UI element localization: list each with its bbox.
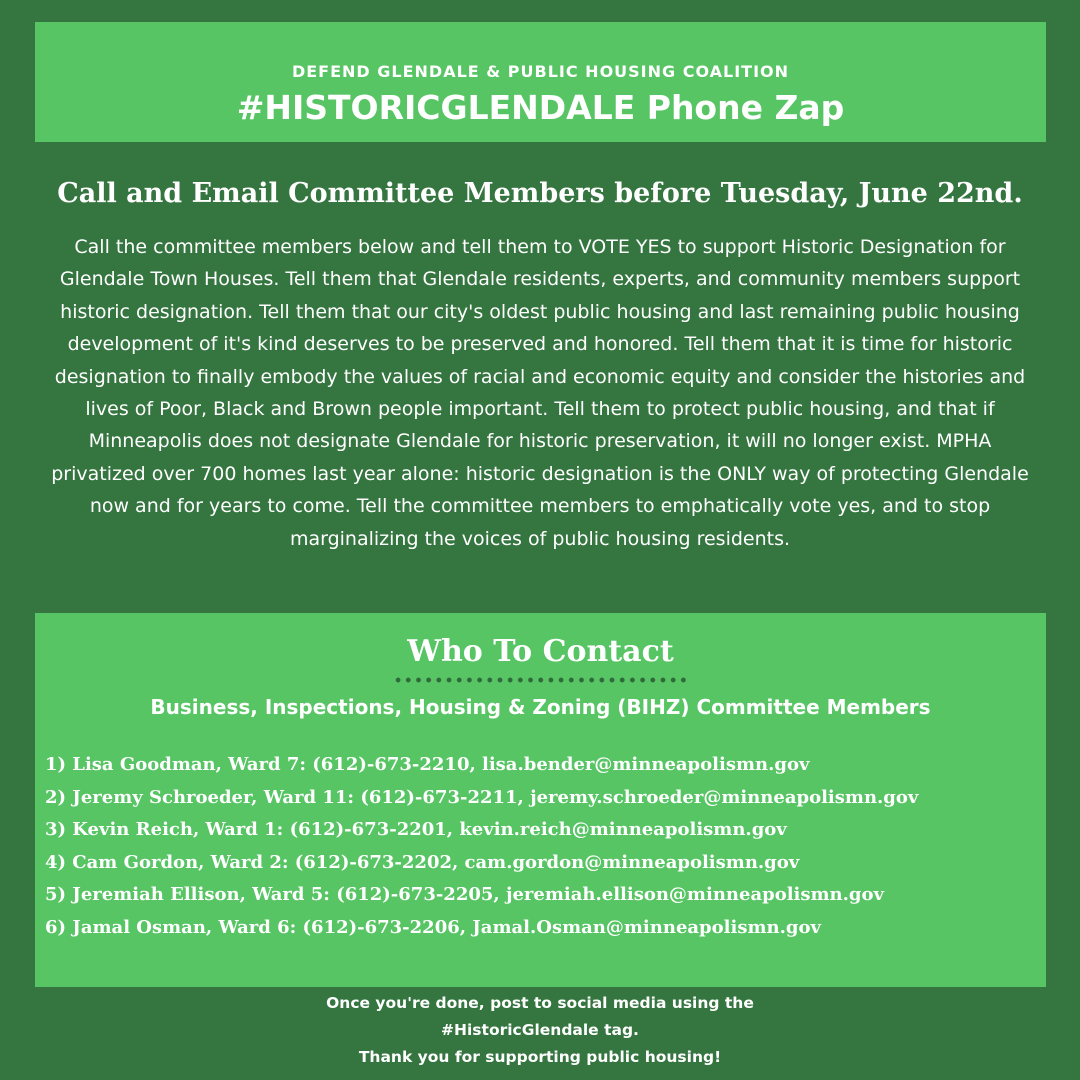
committee-name: Business, Inspections, Housing & Zoning (BIHZ) Committee Members bbox=[150, 695, 931, 719]
header-banner bbox=[35, 22, 1046, 142]
campaign-title: #HISTORICGLENDALE Phone Zap bbox=[236, 88, 845, 127]
footer-line-hashtag: #HistoricGlendale tag. bbox=[441, 1021, 639, 1039]
committee-member-item: 1) Lisa Goodman, Ward 7: (612)-673-2210, lisa.bender@minneapolismn.gov bbox=[45, 754, 810, 775]
committee-member-item: 6) Jamal Osman, Ward 6: (612)-673-2206, Jamal.Osman@minneapolismn.gov bbox=[45, 916, 821, 938]
footer-message bbox=[0, 990, 1080, 1071]
instructions-paragraph: Call the committee members below and tell them to VOTE YES to support Historic Designation for Glendale Town Houses. Tell them that Glendale residents, experts, and community members support historic designation. Tell them that our city's oldest public housing and last remaining public housing development of it's kind deserves to be preserved and honored. Tell them that it is time for historic designation to finally embody the values of racial and economic equity and consider the histories and lives of Poor, Black and Brown people important. Tell them to protect public housing, and that if Minneapolis does not designate Glendale for historic preservation, it will no longer exist. MPHA privatized over 700 homes last year alone: historic designation is the ONLY way of protecting Glendale now and for years to come. Tell the committee members to emphatically vote yes, and to stop marginalizing the voices of public housing residents. bbox=[51, 236, 1029, 550]
committee-member-item: 4) Cam Gordon, Ward 2: (612)-673-2202, cam.gordon@minneapolismn.gov bbox=[45, 851, 800, 873]
organization-name: DEFEND GLENDALE & PUBLIC HOUSING COALITION bbox=[291, 62, 790, 81]
contact-panel bbox=[35, 613, 1046, 987]
committee-member-item: 3) Kevin Reich, Ward 1: (612)-673-2201, kevin.reich@minneapolismn.gov bbox=[45, 819, 787, 840]
call-to-action-headline: Call and Email Committee Members before Tuesday, June 22nd. bbox=[57, 178, 1023, 209]
footer-line-social: Once you're done, post to social media using the bbox=[326, 994, 754, 1012]
contact-section-title: Who To Contact bbox=[407, 634, 674, 669]
committee-member-item: 5) Jeremiah Ellison, Ward 5: (612)-673-2205, jeremiah.ellison@minneapolismn.gov bbox=[45, 884, 884, 905]
footer-line-thanks: Thank you for supporting public housing! bbox=[358, 1048, 722, 1066]
dotted-divider bbox=[393, 677, 689, 683]
committee-member-item: 2) Jeremy Schroeder, Ward 11: (612)-673-2211, jeremy.schroeder@minneapolismn.gov bbox=[45, 786, 919, 808]
committee-member-list bbox=[45, 749, 1036, 944]
